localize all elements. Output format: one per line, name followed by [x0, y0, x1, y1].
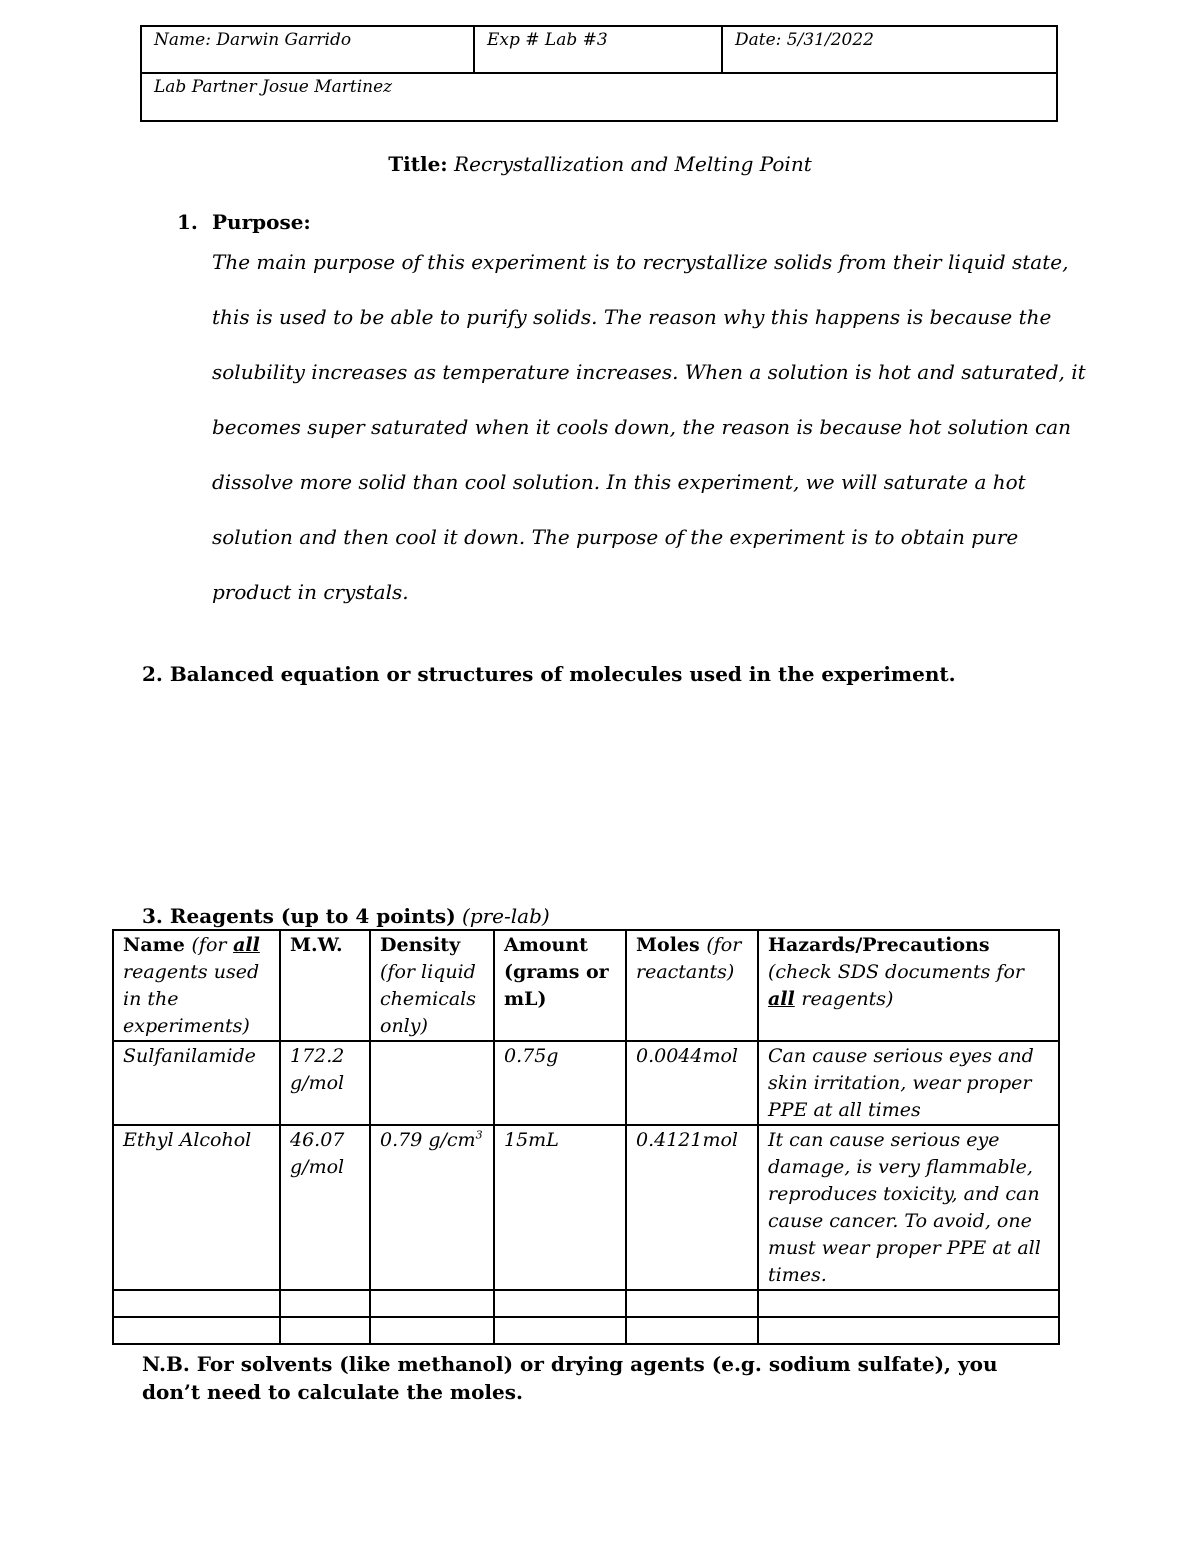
purpose-number: 1.: [177, 210, 198, 234]
section-3-note: (pre-lab): [462, 904, 550, 928]
col-header-hazards-note-2: reagents): [801, 988, 894, 1010]
header-table: [140, 25, 1058, 122]
table-row-empty: [113, 1317, 1059, 1344]
section-3-heading: [142, 904, 550, 928]
purpose-line: solution and then cool it down. The purpose of the experiment is to obtain pure: [212, 525, 1019, 549]
nb-note: N.B. For solvents (like methanol) or drying agents (e.g. sodium sulfate), you don’t need to calculate the moles.: [142, 1352, 998, 1404]
col-header-moles-bold: Moles: [636, 934, 700, 956]
cell-name: Ethyl Alcohol: [113, 1125, 280, 1290]
cell-hazards: Can cause serious eyes and skin irritation, wear proper PPE at all times: [758, 1041, 1059, 1125]
col-header-name-note-2: reagents used in the experiments): [123, 961, 260, 1037]
table-row-empty: [113, 1290, 1059, 1317]
page-title: [0, 152, 1200, 176]
col-header-hazards-note: (check SDS documents for: [768, 961, 1024, 983]
purpose-heading: Purpose:: [212, 210, 311, 234]
cell-density-value: 0.79 g/cm: [380, 1129, 476, 1151]
purpose-line: this is used to be able to purify solids. The reason why this happens is because the: [212, 305, 1052, 329]
purpose-line: The main purpose of this experiment is to recrystallize solids from their liquid state,: [212, 250, 1069, 274]
section-2-heading: 2. Balanced equation or structures of molecules used in the experiment.: [142, 662, 956, 686]
cell-name: Sulfanilamide: [113, 1041, 280, 1125]
col-header-name-note: (for: [191, 934, 227, 956]
purpose-line: solubility increases as temperature increases. When a solution is hot and saturated, it: [212, 360, 1086, 384]
cell-amount: 0.75g: [494, 1041, 626, 1125]
cell-density: [370, 1125, 494, 1290]
col-header-mw: M.W.: [280, 930, 370, 1041]
table-row: [113, 1041, 1059, 1125]
col-header-moles-note: (for reactants): [636, 934, 742, 983]
col-header-name-bold: Name: [123, 934, 185, 956]
student-name: Name: Darwin Garrido: [142, 27, 475, 72]
date: Date: 5/31/2022: [735, 30, 874, 50]
col-header-hazards-underline: all: [768, 988, 795, 1010]
cell-hazards: It can cause serious eye damage, is very flammable, reproduces toxicity, and can cause cancer. To avoid, one must wear proper PPE at all times.: [758, 1125, 1059, 1290]
reagents-table: [112, 929, 1060, 1345]
col-header-moles: [626, 930, 758, 1041]
col-header-name-underline: all: [233, 934, 260, 956]
cell-amount: 15mL: [494, 1125, 626, 1290]
title-text: Recrystallization and Melting Point: [454, 152, 812, 176]
cell-density: [370, 1041, 494, 1125]
section-3-title: 3. Reagents (up to 4 points): [142, 904, 456, 928]
cell-mw: 46.07 g/mol: [280, 1125, 370, 1290]
table-header-row: [113, 930, 1059, 1041]
col-header-density-note: (for liquid chemicals only): [380, 961, 477, 1037]
col-header-density-bold: Density: [380, 934, 461, 956]
col-header-density: [370, 930, 494, 1041]
purpose-line: dissolve more solid than cool solution. In this experiment, we will saturate a hot: [212, 470, 1026, 494]
cell-moles: 0.4121mol: [626, 1125, 758, 1290]
col-header-amount: Amount (grams or mL): [494, 930, 626, 1041]
table-row: [113, 1125, 1059, 1290]
experiment-number: Exp # Lab #3: [475, 27, 723, 72]
purpose-line: becomes super saturated when it cools down, the reason is because hot solution can: [212, 415, 1072, 439]
cell-mw: 172.2 g/mol: [280, 1041, 370, 1125]
lab-partner: Lab Partner Josue Martinez: [154, 77, 393, 97]
header-row-1: [142, 27, 1056, 74]
col-header-hazards: [758, 930, 1059, 1041]
cell-density-exponent: 3: [475, 1128, 483, 1142]
title-label: Title:: [388, 152, 448, 176]
col-header-name: [113, 930, 280, 1041]
col-header-hazards-bold: Hazards/Precautions: [768, 934, 990, 956]
cell-moles: 0.0044mol: [626, 1041, 758, 1125]
purpose-line: product in crystals.: [212, 580, 409, 604]
